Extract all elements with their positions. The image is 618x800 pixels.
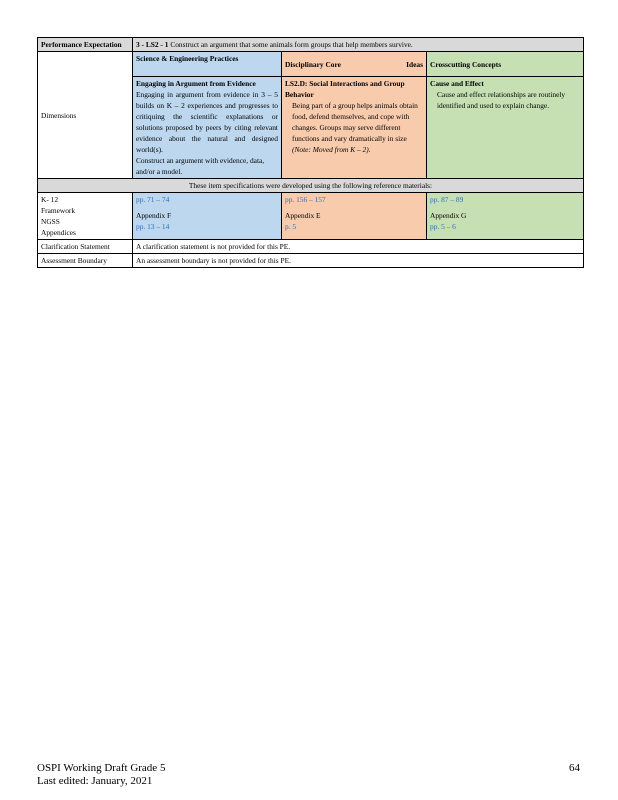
sep-bullet-text: Construct an argument with evidence, data, and/or a model. — [136, 156, 265, 176]
sep-appendix: Appendix F — [136, 211, 172, 220]
dci-appendix-pages: p. 5 — [285, 222, 297, 231]
dci-bullet — [285, 100, 423, 155]
performance-expectation-text: Construct an argument that some animals form groups that help members survive. — [170, 40, 413, 49]
dci-header-right: Ideas — [406, 59, 423, 69]
sep-title: Engaging in Argument from Evidence — [136, 79, 256, 88]
dimensions-header-row — [38, 52, 584, 77]
performance-expectation-row — [38, 38, 584, 52]
clarification-row — [38, 240, 584, 254]
references-intro: These item specifications were developed using the following reference materials: — [38, 179, 584, 193]
references-intro-row — [38, 179, 584, 193]
sep-header: Science & Engineering Practices — [133, 52, 282, 77]
assessment-boundary-text: An assessment boundary is not provided for this PE. — [133, 254, 584, 268]
footer — [37, 762, 165, 788]
ccc-bullet-text: Cause and effect relationships are routinely identified and used to explain change. — [437, 90, 566, 110]
dimensions-label: Dimensions — [38, 52, 133, 179]
dci-references — [282, 193, 427, 240]
dci-note: (Note: Moved from K – 2). — [292, 145, 371, 154]
dci-appendix: Appendix E — [285, 211, 321, 220]
dci-title: LS2.D: Social Interactions and Group Behavior — [285, 79, 405, 99]
ccc-body-cell — [427, 77, 584, 179]
performance-expectation-label: Performance Expectation — [38, 38, 133, 52]
references-label-ngss: NGSS — [41, 217, 60, 226]
ccc-header: Crosscutting Concepts — [430, 59, 502, 69]
sep-description: Engaging in argument from evidence in 3 – 5 builds on K – 2 experiences and progresses to critiquing the scientific explanations or solutions proposed by peers by citing relevant evidence about the natural and designed world(s). — [136, 90, 278, 154]
sep-references — [133, 193, 282, 240]
dci-bullet-text: Being part of a group helps animals obtain food, defend themselves, and cope with changes. Groups may serve different functions and vary dramatically in size — [292, 101, 418, 143]
ccc-bullet — [430, 89, 580, 111]
performance-expectation-cell — [133, 38, 584, 52]
sep-appendix-pages: pp. 13 – 14 — [136, 222, 170, 231]
ccc-framework-pages: pp. 87 – 89 — [430, 195, 464, 204]
references-label-appendices: Appendices — [41, 228, 76, 237]
clarification-label: Clarification Statement — [38, 240, 133, 254]
sep-bullet — [136, 155, 278, 177]
dci-header-cell — [282, 52, 427, 77]
footer-draft-line: OSPI Working Draft Grade 5 — [37, 762, 166, 774]
dci-body-cell — [282, 77, 427, 179]
references-label-framework: Framework — [41, 206, 76, 215]
sep-framework-pages: pp. 71 – 74 — [136, 195, 170, 204]
footer-edited-line: Last edited: January, 2021 — [37, 775, 153, 787]
dci-header-left: Disciplinary Core — [285, 59, 341, 69]
references-label — [38, 193, 133, 240]
sep-body-cell — [133, 77, 282, 179]
ccc-references — [427, 193, 584, 240]
ccc-header-cell — [427, 52, 584, 77]
dci-framework-pages: pp. 156 – 157 — [285, 195, 326, 204]
references-label-k12: K- 12 — [41, 195, 59, 204]
assessment-boundary-label: Assessment Boundary — [38, 254, 133, 268]
references-row — [38, 193, 584, 240]
item-specification-table — [37, 37, 584, 268]
clarification-text: A clarification statement is not provided for this PE. — [133, 240, 584, 254]
ccc-appendix: Appendix G — [430, 211, 467, 220]
ccc-appendix-pages: pp. 5 – 6 — [430, 222, 456, 231]
page-number: 64 — [569, 762, 580, 774]
ccc-title: Cause and Effect — [430, 79, 484, 88]
performance-expectation-code: 3 - LS2 - 1 — [136, 40, 169, 49]
assessment-boundary-row — [38, 254, 584, 268]
